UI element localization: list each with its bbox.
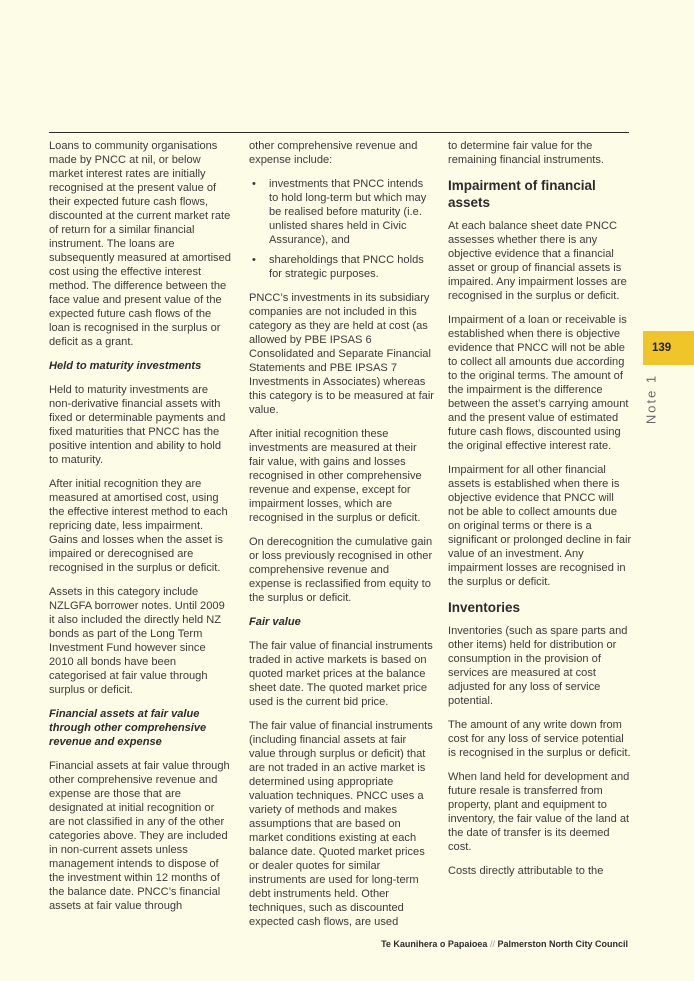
- paragraph: The amount of any write down from cost for any loss of service potential is recognised in the surplus or deficit.: [448, 719, 631, 759]
- footer-org-english: Palmerston North City Council: [497, 939, 628, 949]
- page-number: 139: [652, 342, 672, 354]
- list-item: • shareholdings that PNCC holds for strategic purposes.: [252, 254, 424, 280]
- column-1: [49, 139, 231, 923]
- page-number-tab: [643, 331, 694, 365]
- bullet-icon: •: [252, 254, 256, 266]
- paragraph: When land held for development and future resale is transferred from property, plant and equipment to inventory, the fair value of the land at the date of transfer is its deemed cost.: [448, 771, 630, 853]
- paragraph: to determine fair value for the remaining financial instruments.: [448, 140, 605, 166]
- paragraph: After initial recognition they are measured at amortised cost, using the effective interest method to each repricing date, less impairment. Gains and losses when the asset is impaired or derecognised are recognised in the surplus or deficit.: [49, 478, 228, 574]
- subheading-fair-value: Fair value: [249, 616, 301, 628]
- paragraph: other comprehensive revenue and expense include:: [249, 140, 418, 166]
- column-2: [249, 139, 434, 939]
- heading-impairment: Impairment of financial assets: [448, 178, 596, 210]
- column-3: [448, 139, 632, 888]
- paragraph: Loans to community organisations made by PNCC at nil, or below market interest rates are initially recognised at the present value of their expected future cash flows, discounted at the current market rate of return for a similar financial instrument. The loans are subsequently measured at amortised cost using the effective interest method. The difference between the face value and present value of the expected future cash flows of the loan is recognised in the surplus or deficit as a grant.: [49, 140, 231, 348]
- paragraph: Financial assets at fair value through other comprehensive revenue and expense are those that are designated at initial recognition or are not classified in any of the other categories above. They are included in non-current assets unless management intends to dispose of the investment within 12 months of the balance date. PNCC’s financial assets at fair value through: [49, 760, 230, 912]
- paragraph: Costs directly attributable to the: [448, 865, 604, 877]
- paragraph: Assets in this category include NZLGFA borrower notes. Until 2009 it also included the directly held NZ bonds as part of the Long Term Investment Fund however since 2010 all bonds have been categorised at fair value through surplus or deficit.: [49, 586, 225, 696]
- list-item: • investments that PNCC intends to hold long-term but which may be realised before maturity (i.e. unlisted shares held in Civic Assurance), and: [252, 178, 427, 246]
- paragraph: At each balance sheet date PNCC assesses whether there is any objective evidence that a financial asset or group of financial assets is impaired. Any impairment losses are recognised in the surplus or deficit.: [448, 220, 627, 302]
- subheading-fvoci: Financial assets at fair value through other comprehensive revenue and expense: [49, 708, 207, 748]
- bullet-list: [249, 177, 434, 281]
- paragraph: Impairment for all other financial assets is established when there is objective evidence that PNCC will not be able to collect amounts due on original terms or there is a significant or prolonged decline in fair value of an investment. Any impairment losses are recognised in the surplus or deficit.: [448, 464, 632, 588]
- paragraph: After initial recognition these investments are measured at their fair value, with gains and losses recognised in other comprehensive revenue and expense, except for impairment losses, which are recognised in the surplus or deficit.: [249, 428, 422, 524]
- paragraph: The fair value of financial instruments (including financial assets at fair value through surplus or deficit) that are not traded in an active market is determined using appropriate valuation techniques. PNCC uses a variety of methods and makes assumptions that are based on market conditions existing at each balance date. Quoted market prices or dealer quotes for similar instruments are used for long-term debt instruments held. Other techniques, such as discounted expected cash flows, are used: [249, 720, 433, 928]
- footer-org-maori: Te Kaunihera o Papaioea: [381, 939, 488, 949]
- paragraph: PNCC’s investments in its subsidiary companies are not included in this category as they are held at cost (as allowed by PBE IPSAS 6 Consolidated and Separate Financial Statements and PBE IPSAS 7 Investments in Associates) whereas this category is to be measured at fair value.: [249, 292, 434, 416]
- paragraph: On derecognition the cumulative gain or loss previously recognised in other comprehensive revenue and expense is reclassified from equity to the surplus or deficit.: [249, 536, 433, 604]
- heading-inventories: Inventories: [448, 600, 521, 615]
- footer: [381, 939, 628, 949]
- footer-separator: //: [489, 939, 495, 949]
- subheading-held-to-maturity: Held to maturity investments: [49, 360, 202, 372]
- note-section-label: Note 1: [643, 373, 659, 425]
- paragraph: Impairment of a loan or receivable is established when there is objective evidence that PNCC will not be able to collect all amounts due according to the original terms. The amount of the impairment is the difference between the asset’s carrying amount and the present value of estimated future cash flows, discounted using the original effective interest rate.: [448, 314, 629, 452]
- paragraph: Inventories (such as spare parts and other items) held for distribution or consumption in the provision of services are measured at cost adjusted for any loss of service potential.: [448, 625, 628, 707]
- top-rule: [49, 132, 629, 133]
- paragraph: The fair value of financial instruments traded in active markets is based on quoted market prices at the balance sheet date. The quoted market price used is the current bid price.: [249, 640, 433, 708]
- bullet-icon: •: [252, 178, 256, 190]
- paragraph: Held to maturity investments are non-derivative financial assets with fixed or determinable payments and fixed maturities that PNCC has the positive intention and ability to hold to maturity.: [49, 384, 226, 466]
